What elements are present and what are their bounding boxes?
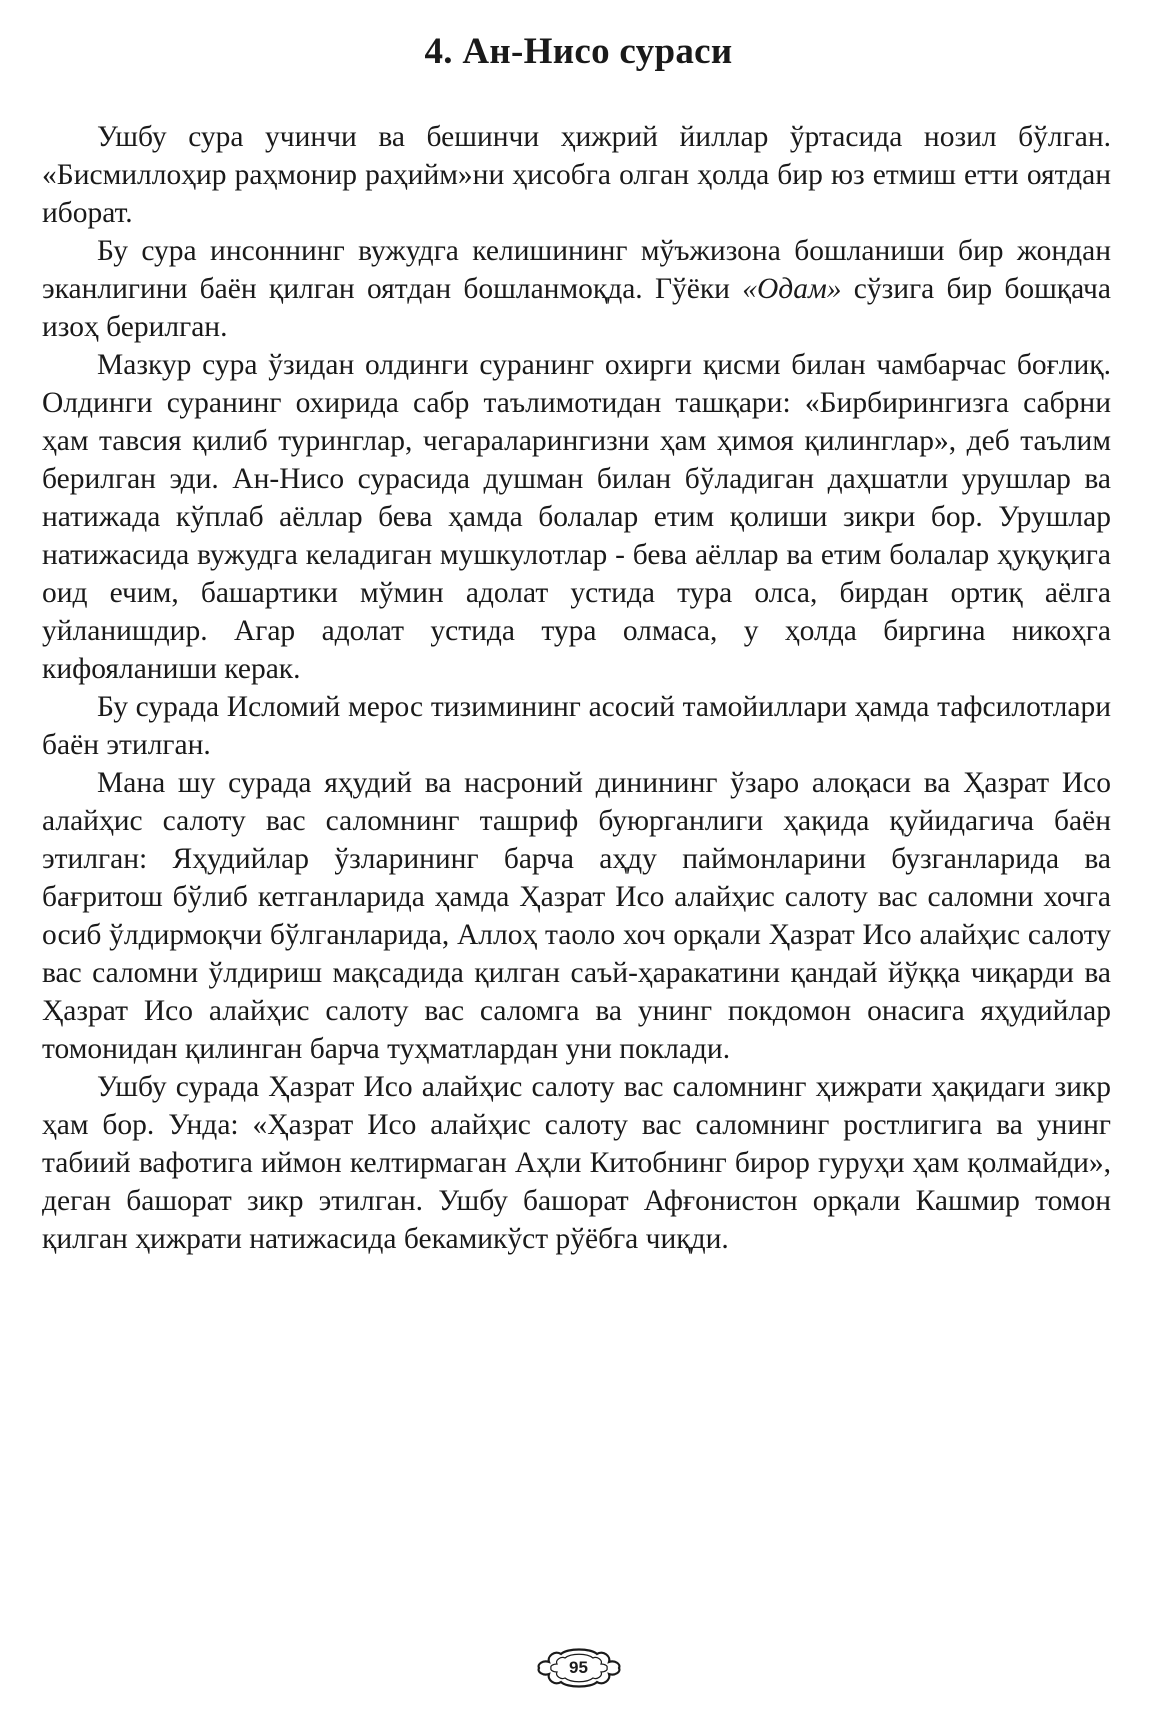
page-number: 95 (569, 1658, 588, 1677)
chapter-title: 4. Ан-Нисо сураси (424, 31, 733, 72)
paragraph-3: Мазкур сура ўзидан олдинги суранинг охирги қисми билан чамбарчас боғлиқ. Олдинги суранинг охирида сабр таълимотидан ташқари: «Бирбирингизга сабрни ҳам тавсия қилиб туринглар, чегараларингизни ҳам ҳимоя қилинглар», деб таълим берилган эди. Ан-Нисо сурасида душман билан бўладиган даҳшатли урушлар ва натижада кўплаб аёллар бева ҳамда болалар етим қолиши зикри бор. Урушлар натижасида вужудга келадиган мушкулотлар - бева аёллар ва етим болалар ҳуқуқига оид ечим, башартики мўмин адолат устида тура олса, бирдан ортиқ аёлга уйланишдир. Агар адолат устида тура олмаса, у ҳолда биргина никоҳга кифояланиши керак. (42, 349, 1111, 685)
paragraph-2 (42, 232, 1111, 346)
body-text (42, 118, 1111, 1258)
page-number-badge (531, 1646, 627, 1690)
paragraph-2-emphasis: «Одам» (742, 273, 842, 305)
paragraph-5: Мана шу сурада яҳудий ва насроний динининг ўзаро алоқаси ва Ҳазрат Исо алайҳис салоту вас саломнинг ташриф буюрганлиги ҳақида қуйидагича баён этилган: Яҳудийлар ўзларининг барча аҳду паймонларини бузганларида ва бағритош бўлиб кетганларида ҳамда Ҳазрат Исо алайҳис салоту вас саломни хочга осиб ўлдирмоқчи бўлганларида, Аллоҳ таоло хоч орқали Ҳазрат Исо алайҳис салоту вас саломни ўлдириш мақсадида қилган саъй-ҳаракатини қандай йўққа чиқарди ва Ҳазрат Исо алайҳис салоту вас саломга ва унинг покдомон онасига яҳудийлар томонидан қилинган барча туҳматлардан уни поклади. (42, 767, 1111, 1065)
paragraph-2-text-start: Бу сура инсоннинг вужудга келишининг мўъжизона бошланиши бир жондан эканлигини баён қилган оятдан бошланмоқда. Гўёки (42, 235, 1111, 305)
paragraph-4: Бу сурада Исломий мерос тизимининг асосий тамойиллари ҳамда тафсилотлари баён этилган. (42, 691, 1111, 761)
page-footer (0, 1646, 1157, 1690)
paragraph-1: Ушбу сура учинчи ва бешинчи ҳижрий йиллар ўртасида нозил бўлган. «Бисмиллоҳир раҳмонир раҳийм»ни ҳисобга олган ҳолда бир юз етмиш етти оятдан иборат. (42, 121, 1111, 229)
paragraph-6: Ушбу сурада Ҳазрат Исо алайҳис салоту вас саломнинг ҳижрати ҳақидаги зикр ҳам бор. Унда: «Ҳазрат Исо алайҳис салоту вас саломнинг ростлигига ва унинг табиий вафотига иймон келтирмаган Аҳли Китобнинг бирор гуруҳи ҳам қолмайди», деган башорат зикр этилган. Ушбу башорат Афғонистон орқали Кашмир томон қилган ҳижрати натижасида бекамикўст рўёбга чиқди. (42, 1071, 1111, 1255)
paragraph-2-text-end: сўзига бир бошқача изоҳ берилган. (42, 273, 1111, 343)
